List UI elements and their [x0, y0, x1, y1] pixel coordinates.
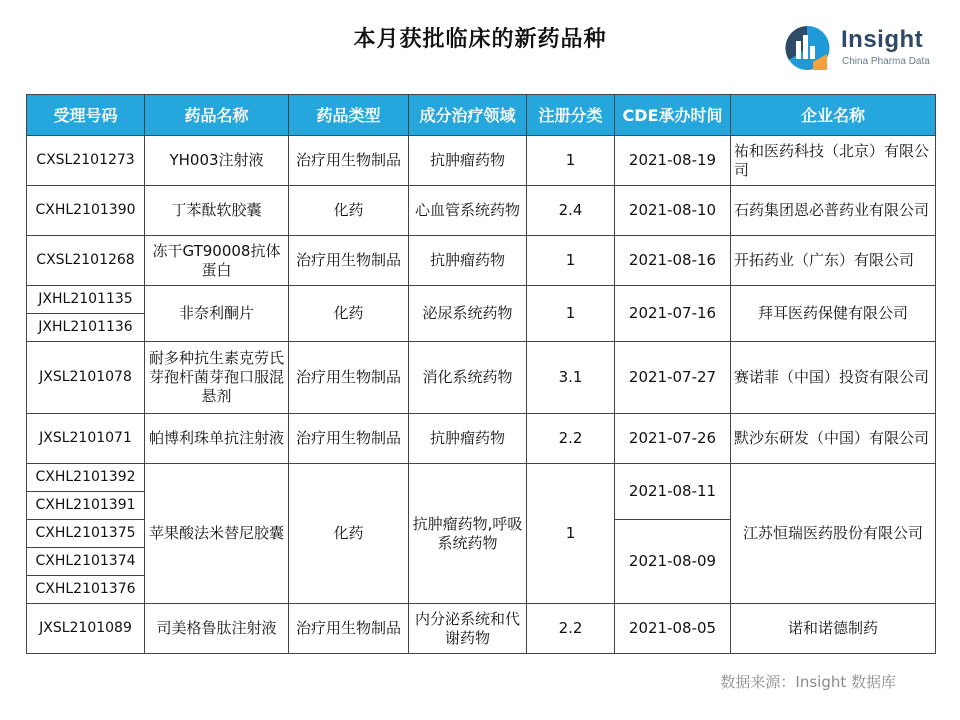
code-cell: CXSL2101268: [27, 236, 145, 286]
area-cell: 内分泌系统和代谢药物: [409, 604, 527, 654]
code-cell: JXHL2101135: [27, 286, 145, 314]
date-cell: 2021-08-10: [615, 186, 731, 236]
area-cell: 抗肿瘤药物: [409, 236, 527, 286]
drug-name-cell: YH003注射液: [145, 136, 289, 186]
table-row: [27, 236, 936, 286]
class-cell: 3.1: [527, 342, 615, 414]
area-cell: 抗肿瘤药物: [409, 136, 527, 186]
area-cell: 抗肿瘤药物: [409, 414, 527, 464]
table-row: [27, 136, 936, 186]
class-cell: 1: [527, 136, 615, 186]
code-cell: CXHL2101376: [27, 576, 145, 604]
company-cell: 默沙东研发（中国）有限公司: [731, 414, 936, 464]
class-cell: 1: [527, 464, 615, 604]
drug-type-cell: 治疗用生物制品: [289, 236, 409, 286]
table-row: [27, 414, 936, 464]
table-row: [27, 604, 936, 654]
drug-type-cell: 治疗用生物制品: [289, 414, 409, 464]
drug-name-cell: 苹果酸法米替尼胶囊: [145, 464, 289, 604]
area-cell: 抗肿瘤药物,呼吸系统药物: [409, 464, 527, 604]
company-cell: 诺和诺德制药: [731, 604, 936, 654]
code-cell: CXSL2101273: [27, 136, 145, 186]
insight-logo: [783, 20, 943, 74]
col-header: 企业名称: [731, 95, 936, 136]
area-cell: 泌尿系统药物: [409, 286, 527, 342]
code-cell: JXSL2101078: [27, 342, 145, 414]
col-header: CDE承办时间: [615, 95, 731, 136]
page-title: 本月获批临床的新药品种: [353, 27, 607, 52]
drug-name-cell: 非奈利酮片: [145, 286, 289, 342]
class-cell: 2.2: [527, 414, 615, 464]
table-row: [27, 186, 936, 236]
drug-name-cell: 帕博利珠单抗注射液: [145, 414, 289, 464]
date-cell: 2021-08-11: [615, 464, 731, 520]
drug-type-cell: 治疗用生物制品: [289, 342, 409, 414]
date-cell: 2021-07-16: [615, 286, 731, 342]
drug-type-cell: 化药: [289, 286, 409, 342]
code-cell: CXHL2101391: [27, 492, 145, 520]
company-cell: 拜耳医药保健有限公司: [731, 286, 936, 342]
date-cell: 2021-08-16: [615, 236, 731, 286]
class-cell: 1: [527, 236, 615, 286]
col-header: 成分治疗领域: [409, 95, 527, 136]
drug-type-cell: 治疗用生物制品: [289, 604, 409, 654]
drug-name-cell: 司美格鲁肽注射液: [145, 604, 289, 654]
drug-type-cell: 化药: [289, 464, 409, 604]
class-cell: 2.4: [527, 186, 615, 236]
drug-type-cell: 治疗用生物制品: [289, 136, 409, 186]
area-cell: 心血管系统药物: [409, 186, 527, 236]
col-header: 药品名称: [145, 95, 289, 136]
code-cell: CXHL2101375: [27, 520, 145, 548]
table-row: [27, 464, 936, 492]
drug-name-cell: 耐多种抗生素克劳氏芽孢杆菌芽孢口服混悬剂: [145, 342, 289, 414]
logo-subtitle: China Pharma Data: [842, 56, 930, 67]
company-cell: 祐和医药科技（北京）有限公司: [731, 136, 936, 186]
table-row: [27, 286, 936, 314]
company-cell: 江苏恒瑞医药股份有限公司: [731, 464, 936, 604]
code-cell: CXHL2101392: [27, 464, 145, 492]
date-cell: 2021-07-26: [615, 414, 731, 464]
col-header: 受理号码: [27, 95, 145, 136]
class-cell: 1: [527, 286, 615, 342]
date-cell: 2021-08-09: [615, 520, 731, 604]
drug-table: [26, 94, 936, 654]
code-cell: CXHL2101374: [27, 548, 145, 576]
col-header: 注册分类: [527, 95, 615, 136]
table-header-row: [27, 95, 936, 136]
code-cell: JXSL2101089: [27, 604, 145, 654]
company-cell: 石药集团恩必普药业有限公司: [731, 186, 936, 236]
data-source-note: 数据来源：Insight 数据库: [720, 673, 896, 691]
logo-name: Insight: [841, 26, 924, 53]
code-cell: JXSL2101071: [27, 414, 145, 464]
company-cell: 赛诺菲（中国）投资有限公司: [731, 342, 936, 414]
date-cell: 2021-07-27: [615, 342, 731, 414]
col-header: 药品类型: [289, 95, 409, 136]
drug-type-cell: 化药: [289, 186, 409, 236]
date-cell: 2021-08-05: [615, 604, 731, 654]
class-cell: 2.2: [527, 604, 615, 654]
drug-name-cell: 冻干GT90008抗体蛋白: [145, 236, 289, 286]
code-cell: CXHL2101390: [27, 186, 145, 236]
area-cell: 消化系统药物: [409, 342, 527, 414]
insight-logo-icon: [783, 24, 831, 72]
company-cell: 开拓药业（广东）有限公司: [731, 236, 936, 286]
date-cell: 2021-08-19: [615, 136, 731, 186]
code-cell: JXHL2101136: [27, 314, 145, 342]
table-row: [27, 342, 936, 414]
drug-name-cell: 丁苯酞软胶囊: [145, 186, 289, 236]
